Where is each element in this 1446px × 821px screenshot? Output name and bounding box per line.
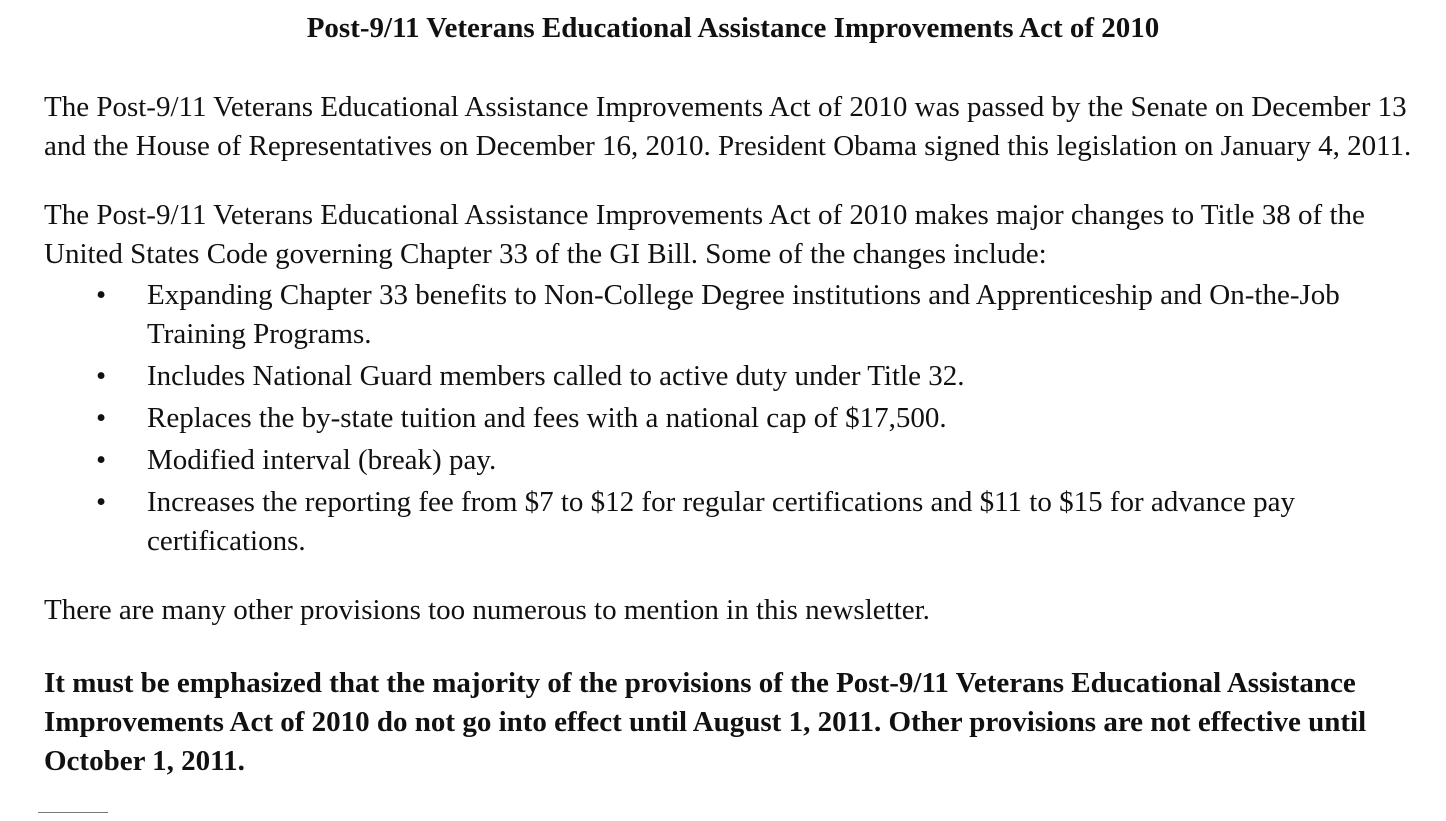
bullet-icon: • — [96, 279, 107, 311]
list-item-text: Replaces the by-state tuition and fees with a national cap of $17,500. — [147, 402, 947, 434]
bullet-icon: • — [96, 486, 107, 518]
changes-intro-paragraph: The Post-9/11 Veterans Educational Assistance Improvements Act of 2010 makes major changes to Title 38 of the United States Code governing Chapter 33 of the GI Bill. Some of the changes include: — [44, 199, 1365, 270]
list-item — [44, 276, 1416, 354]
bullet-icon: • — [96, 360, 107, 392]
changes-list — [44, 276, 1416, 561]
changes-section — [44, 196, 1416, 561]
bullet-icon: • — [96, 402, 107, 434]
list-item-text: Expanding Chapter 33 benefits to Non-College Degree institutions and Apprenticeship and On-the-Job Training Programs. — [147, 279, 1340, 350]
list-item-text: Modified interval (break) pay. — [147, 444, 497, 476]
emphasis-paragraph: It must be emphasized that the majority of the provisions of the Post-9/11 Veterans Educational Assistance Improvements Act of 2010 do not go into effect until August 1, 2011. Other provisions are not effective until October 1, 2011. — [44, 667, 1367, 777]
scan-artifact-line — [38, 812, 108, 817]
closing-paragraph: There are many other provisions too numerous to mention in this newsletter. — [44, 594, 930, 626]
list-item — [44, 399, 1416, 438]
list-item — [44, 357, 1416, 396]
list-item — [44, 441, 1416, 480]
passage-paragraph: The Post-9/11 Veterans Educational Assistance Improvements Act of 2010 was passed by the Senate on December 13 and the House of Representatives on December 16, 2010. President Obama signed this legislation on January 4, 2011. — [44, 91, 1412, 162]
list-item — [44, 483, 1416, 561]
document-title: Post-9/11 Veterans Educational Assistance Improvements Act of 2010 — [306, 12, 1160, 44]
list-item-text: Increases the reporting fee from $7 to $12 for regular certifications and $11 to $15 for advance pay certifications. — [147, 486, 1296, 557]
bullet-icon: • — [96, 444, 107, 476]
list-item-text: Includes National Guard members called to active duty under Title 32. — [147, 360, 965, 392]
